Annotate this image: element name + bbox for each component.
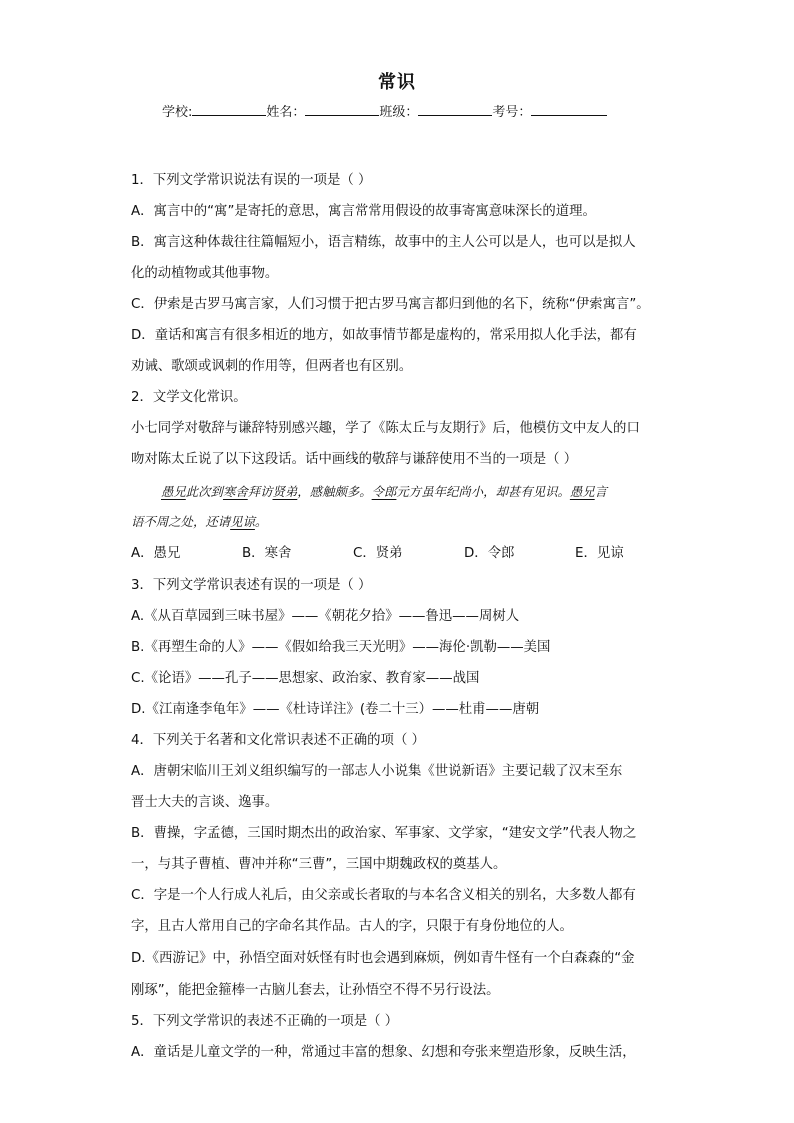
q2-option-a: A．愚兄 bbox=[131, 546, 181, 561]
q5-stem: 5．下列文学常识的表述不正确的一项是（ ） bbox=[131, 1014, 399, 1029]
q3-option-a: A.《从百草园到三味书屋》——《朝花夕拾》——鲁迅——周树人 bbox=[131, 609, 520, 624]
q4-option-d-line1: D.《西游记》中，孙悟空面对妖怪有时也会遇到麻烦，例如青牛怪有一个白森森的“金 bbox=[131, 951, 635, 966]
passage-text: 元方虽年纪尚小，却甚有见识。 bbox=[396, 484, 570, 499]
q3-option-b: B.《再塑生命的人》——《假如给我三天光明》——海伦·凯勒——美国 bbox=[131, 640, 551, 655]
q2-options-row bbox=[131, 544, 624, 564]
q4-option-b-line1: B．曹操，字孟德，三国时期杰出的政治家、军事家、文学家，“建安文学”代表人物之 bbox=[131, 826, 637, 841]
q4-option-d-line2: 刚琢”，能把金箍棒一古脑儿套去，让孙悟空不得不另行设法。 bbox=[131, 983, 500, 998]
exam-no-label: 考号： bbox=[492, 105, 532, 120]
passage-text: 拜访 bbox=[247, 484, 273, 499]
school-blank[interactable] bbox=[192, 102, 266, 116]
passage-text: 语不周之处，还请 bbox=[131, 514, 231, 529]
q1-option-d-line2: 劝诫、歌颂或讽刺的作用等，但两者也有区别。 bbox=[131, 359, 413, 374]
q3-option-c: C.《论语》——孔子——思想家、政治家、教育家——战国 bbox=[131, 671, 480, 686]
underlined-word-hanshe: 寒舍 bbox=[222, 484, 248, 499]
q2-option-b: B．寒舍 bbox=[242, 546, 292, 561]
name-label: 姓名： bbox=[266, 105, 306, 120]
page-title: 常识 bbox=[378, 72, 416, 93]
passage-text: 言 bbox=[594, 484, 608, 499]
q2-option-e: E．见谅 bbox=[575, 546, 624, 561]
school-label: 学校: bbox=[162, 105, 193, 120]
passage-text: ，感触颇多。 bbox=[297, 484, 372, 499]
underlined-word-yuxiong: 愚兄 bbox=[161, 484, 186, 499]
q2-prompt-line1: 小七同学对敬辞与谦辞特别感兴趣，学了《陈太丘与友期行》后，他模仿文中友人的口 bbox=[131, 421, 640, 436]
q2-passage-line1 bbox=[161, 482, 607, 502]
q4-option-a-line2: 晋士大夫的言谈、逸事。 bbox=[131, 795, 279, 810]
q3-stem: 3．下列文学常识表述有误的一项是（ ） bbox=[131, 578, 372, 593]
q3-option-d: D.《江南逢李龟年》——《杜诗详注》(卷二十三）——杜甫——唐朝 bbox=[131, 702, 540, 717]
q1-stem: 1．下列文学常识说法有误的一项是（ ） bbox=[131, 173, 372, 188]
q4-option-b-line2: 一，与其子曹植、曹冲并称“三曹”，三国中期魏政权的奠基人。 bbox=[131, 857, 507, 872]
exam-no-blank[interactable] bbox=[531, 102, 607, 116]
student-info-row bbox=[162, 101, 607, 120]
underlined-word-xiandi: 贤弟 bbox=[272, 484, 298, 499]
q2-prompt-line2: 吻对陈太丘说了以下这段话。话中画线的敬辞与谦辞使用不当的一项是（ ） bbox=[131, 452, 578, 467]
q1-option-b-line2: 化的动植物或其他事物。 bbox=[131, 266, 279, 281]
class-blank[interactable] bbox=[418, 102, 492, 116]
q2-passage-line2 bbox=[131, 512, 267, 532]
passage-text: 此次到 bbox=[185, 484, 223, 499]
class-label: 班级： bbox=[379, 105, 419, 120]
q1-option-d-line1: D．童话和寓言有很多相近的地方，如故事情节都是虚构的，常采用拟人化手法，都有 bbox=[131, 328, 637, 343]
q2-option-d: D．令郎 bbox=[464, 546, 515, 561]
q1-option-b-line1: B．寓言这种体裁往往篇幅短小，语言精练，故事中的主人公可以是人，也可以是拟人 bbox=[131, 235, 636, 250]
q4-stem: 4．下列关于名著和文化常识表述不正确的项（ ） bbox=[131, 733, 425, 748]
underlined-word-jianliang: 见谅 bbox=[230, 514, 255, 529]
q1-option-c: C．伊索是古罗马寓言家，人们习惯于把古罗马寓言都归到他的名下，统称“伊索寓言”。 bbox=[131, 297, 650, 312]
q4-option-c-line2: 字，且古人常用自己的字命名其作品。古人的字，只限于有身份地位的人。 bbox=[131, 919, 573, 934]
passage-text: 。 bbox=[254, 514, 268, 529]
q4-option-a-line1: A．唐朝宋临川王刘义组织编写的一部志人小说集《世说新语》主要记载了汉末至东 bbox=[131, 764, 623, 779]
q4-option-c-line1: C．字是一个人行成人礼后，由父亲或长者取的与本名含义相关的别名，大多数人都有 bbox=[131, 888, 636, 903]
q1-option-a: A．寓言中的“寓”是寄托的意思，寓言常常用假设的故事寄寓意味深长的道理。 bbox=[131, 204, 596, 219]
q2-option-c: C．贤弟 bbox=[353, 546, 403, 561]
underlined-word-yuxiong-2: 愚兄 bbox=[569, 484, 595, 499]
underlined-word-linglang: 令郎 bbox=[371, 484, 397, 499]
q5-option-a-line1: A．童话是儿童文学的一种，常通过丰富的想象、幻想和夸张来塑造形象，反映生活， bbox=[131, 1045, 636, 1060]
q2-stem: 2．文学文化常识。 bbox=[131, 390, 247, 405]
name-blank[interactable] bbox=[305, 102, 379, 116]
